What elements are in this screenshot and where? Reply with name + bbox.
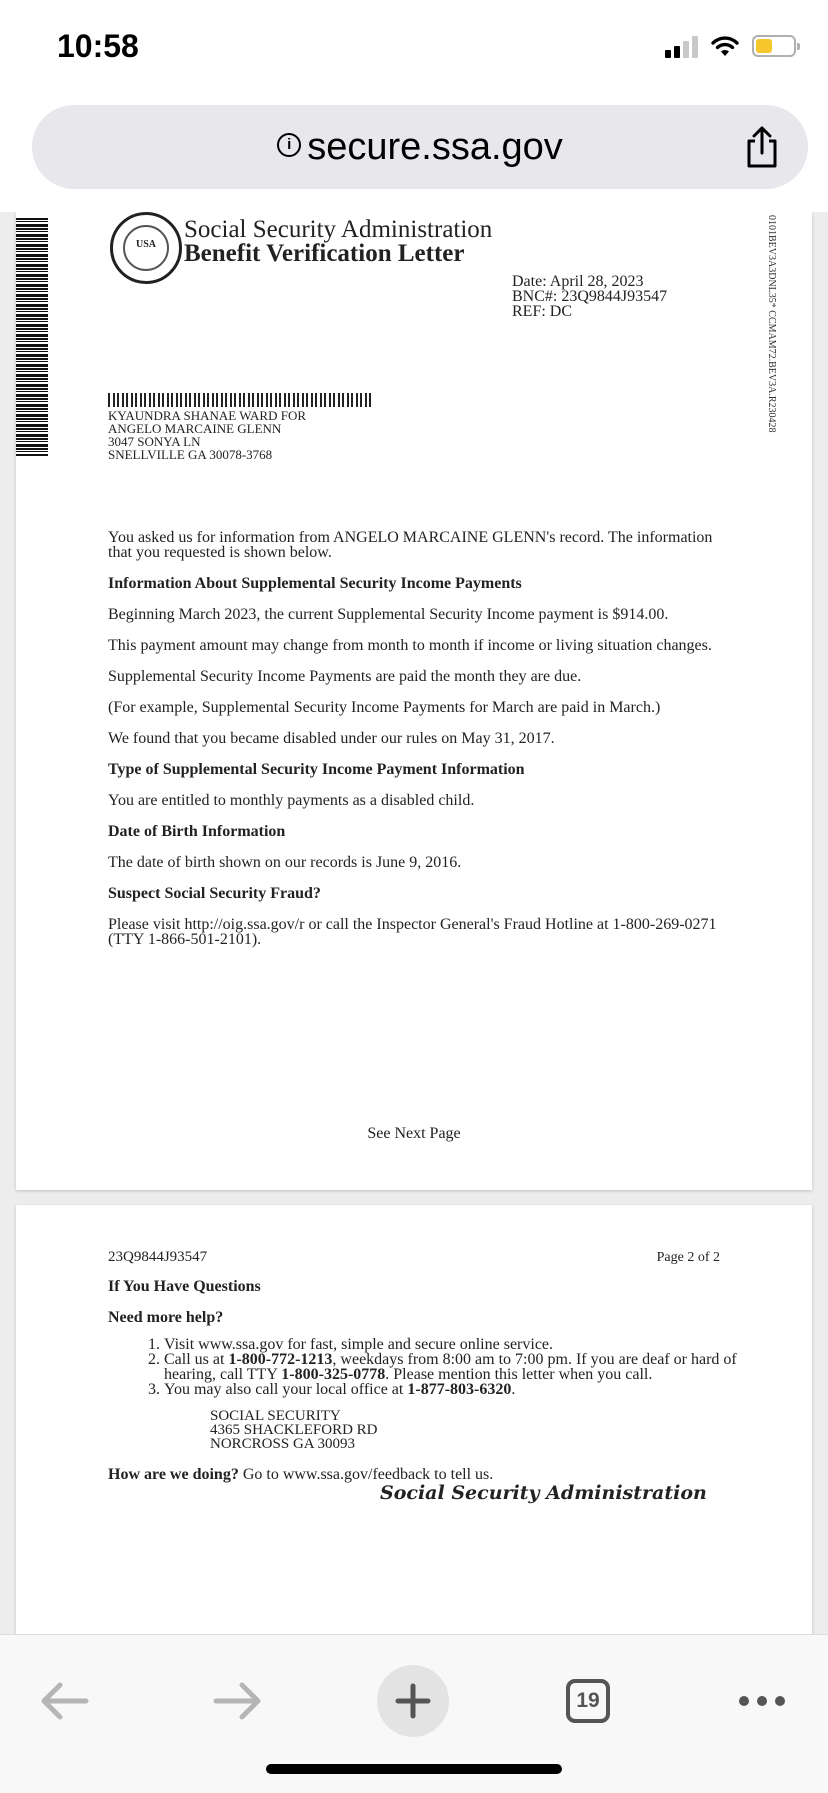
pdf-viewer[interactable] <box>0 212 828 1634</box>
vertical-code: 0101BEV3A3DNL35* CCMAM72.BEV3A.R230428 <box>766 215 777 433</box>
url-display[interactable] <box>32 105 808 189</box>
plus-icon <box>395 1683 431 1719</box>
payment-example: (For example, Supplemental Security Income Payments for March are paid in March.) <box>108 699 661 716</box>
tab-count-badge: 19 <box>566 1679 610 1723</box>
see-next-page: See Next Page <box>367 1125 461 1142</box>
letter-meta <box>512 274 667 319</box>
page2-reference: 23Q9844J93547 <box>108 1249 208 1265</box>
wifi-icon <box>710 34 740 58</box>
ssa-seal-logo: USA <box>110 212 182 284</box>
status-time: 10:58 <box>57 28 139 64</box>
forward-arrow-icon <box>212 1681 264 1721</box>
letter-page-2 <box>16 1205 812 1634</box>
help-item-1: 1. Visit www.ssa.gov for fast, simple and secure online service. <box>164 1337 748 1352</box>
recipient-address: KYAUNDRA SHANAE WARD FOR ANGELO MARCAINE GLENN 3047 SONYA LN SNELLVILLE GA 30078-3768 <box>108 408 307 462</box>
page-number: Page 2 of 2 <box>656 1250 720 1265</box>
disability-date: We found that you became disabled under our rules on May 31, 2017. <box>108 730 555 747</box>
battery-icon <box>752 35 796 57</box>
payment-timing: Supplemental Security Income Payments are paid the month they are due. <box>108 668 582 685</box>
heading-dob: Date of Birth Information <box>108 823 286 840</box>
tabs-button[interactable] <box>552 1665 624 1737</box>
new-tab-button[interactable] <box>377 1665 449 1737</box>
share-icon[interactable] <box>742 125 782 169</box>
back-arrow-icon <box>38 1681 90 1721</box>
heading-help: Need more help? <box>108 1309 224 1326</box>
intro-paragraph: You asked us for information from ANGELO MARCAINE GLENN's record. The information that you requested is shown below. <box>108 529 713 561</box>
url-text: secure.ssa.gov <box>307 126 563 168</box>
payment-change: This payment amount may change from month to month if income or living situation changes. <box>108 637 712 654</box>
page2-body <box>108 1278 748 1504</box>
help-item-3: 3. You may also call your local office at 1-877-803-6320. <box>164 1382 748 1397</box>
site-info-icon[interactable]: i <box>277 133 301 157</box>
local-office-address: SOCIAL SECURITY 4365 SHACKLEFORD RD NORCROSS GA 30093 <box>210 1408 378 1452</box>
status-bar <box>0 0 828 100</box>
heading-payments: Information About Supplemental Security Income Payments <box>108 575 522 592</box>
cellular-signal-icon <box>665 34 698 58</box>
letter-page-1 <box>16 212 812 1190</box>
letter-title: Benefit Verification Letter <box>184 240 465 267</box>
letter-ref: REF: DC <box>512 303 573 320</box>
payment-amount: Beginning March 2023, the current Supplemental Security Income payment is $914.00. <box>108 606 669 623</box>
heading-questions: If You Have Questions <box>108 1278 261 1295</box>
home-indicator[interactable] <box>266 1764 562 1774</box>
letter-body <box>108 530 728 963</box>
feedback-line: How are we doing? Go to www.ssa.gov/feedback to tell us. <box>108 1466 494 1483</box>
help-list <box>108 1337 748 1397</box>
heading-fraud: Suspect Social Security Fraud? <box>108 885 321 902</box>
letter-bnc: BNC#: 23Q9844J93547 <box>512 288 668 305</box>
address-bar[interactable] <box>32 105 808 189</box>
letter-date: Date: April 28, 2023 <box>512 273 644 290</box>
more-menu-button[interactable] <box>726 1665 798 1737</box>
entitlement-text: You are entitled to monthly payments as a disabled child. <box>108 792 475 809</box>
forward-button[interactable] <box>202 1665 274 1737</box>
back-button[interactable] <box>28 1665 100 1737</box>
more-dots-icon <box>738 1695 786 1707</box>
dob-text: The date of birth shown on our records is June 9, 2016. <box>108 854 462 871</box>
side-barcode <box>16 218 48 456</box>
postal-barcode <box>108 393 372 407</box>
heading-payment-type: Type of Supplemental Security Income Payment Information <box>108 761 525 778</box>
fraud-text: Please visit http://oig.ssa.gov/r or call the Inspector General's Fraud Hotline at 1-800-269-0271 (TTY 1-866-501-2101). <box>108 916 717 948</box>
status-icons <box>665 34 796 58</box>
ssa-signature: Social Security Administration <box>380 1482 707 1504</box>
letter-agency-name: Social Security Administration <box>184 216 493 243</box>
help-item-2: 2. Call us at 1-800-772-1213, weekdays from 8:00 am to 7:00 pm. If you are deaf or hard of hearing, call TTY 1-800-325-0778. Please mention this letter when you call. <box>164 1352 748 1382</box>
